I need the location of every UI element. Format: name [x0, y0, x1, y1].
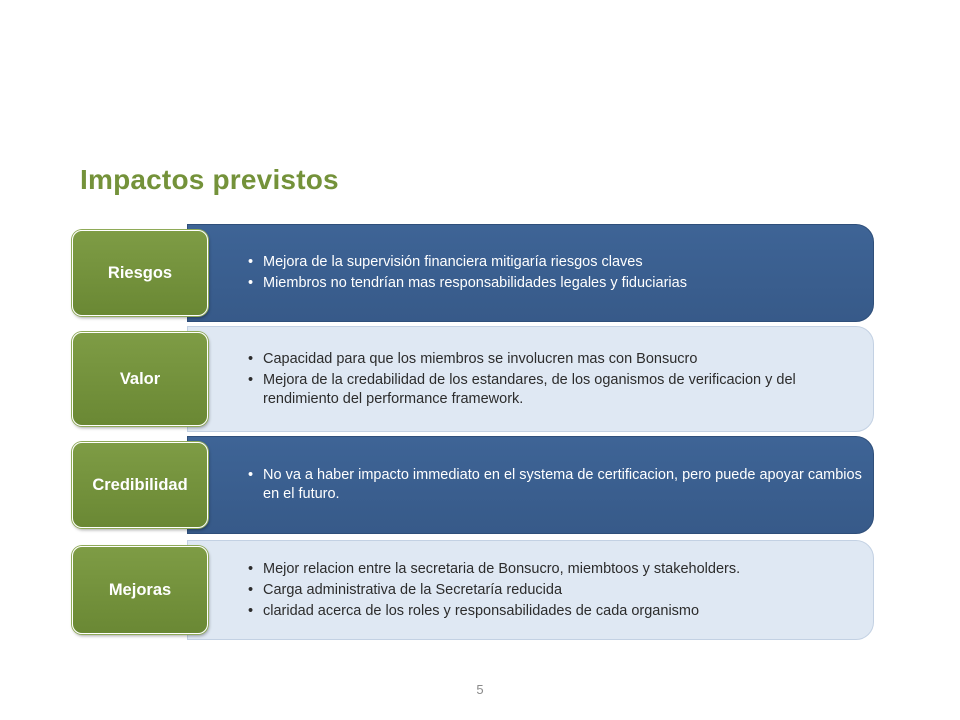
impact-panel — [187, 436, 874, 534]
impact-row-credibilidad — [72, 436, 874, 534]
impact-row-mejoras — [72, 540, 874, 640]
impact-panel — [187, 326, 874, 432]
bullet-list — [248, 558, 740, 623]
impact-label: Mejoras — [108, 580, 172, 599]
bullet-item: • Mejor relacion entre la secretaria de Bonsucro, miembtoos y stakeholders. — [248, 560, 740, 579]
impact-row-valor — [72, 326, 874, 432]
bullet-item: • Carga administrativa de la Secretaría reducida — [248, 581, 740, 600]
bullet-list — [248, 251, 687, 295]
impact-panel — [187, 540, 874, 640]
bullet-item: • claridad acerca de los roles y responsabilidades de cada organismo — [248, 602, 740, 621]
impact-label: Valor — [119, 369, 161, 388]
bullet-list — [248, 464, 863, 506]
impact-label-tab — [72, 546, 208, 634]
impact-label-tab — [72, 332, 208, 426]
impact-label: Credibilidad — [92, 475, 188, 494]
bullet-item: • No va a haber impacto immediato en el systema de certificacion, pero puede apoyar cambios en el futuro. — [248, 466, 863, 504]
bullet-item: • Mejora de la supervisión financiera mitigaría riesgos claves — [248, 253, 687, 272]
bullet-item: • Capacidad para que los miembros se involucren mas con Bonsucro — [248, 350, 863, 369]
bullet-item: • Mejora de la credabilidad de los estandares, de los oganismos de verificacion y del rendimiento del performance framework. — [248, 371, 863, 409]
impact-panel — [187, 224, 874, 322]
bullet-item: • Miembros no tendrían mas responsabilidades legales y fiduciarias — [248, 274, 687, 293]
page-number: 5 — [476, 682, 484, 697]
impact-row-riesgos — [72, 224, 874, 322]
impact-label-tab — [72, 442, 208, 528]
bullet-list — [248, 348, 863, 411]
impact-label-tab — [72, 230, 208, 316]
impact-label: Riesgos — [107, 263, 173, 282]
slide-title: Impactos previstos — [80, 164, 339, 195]
